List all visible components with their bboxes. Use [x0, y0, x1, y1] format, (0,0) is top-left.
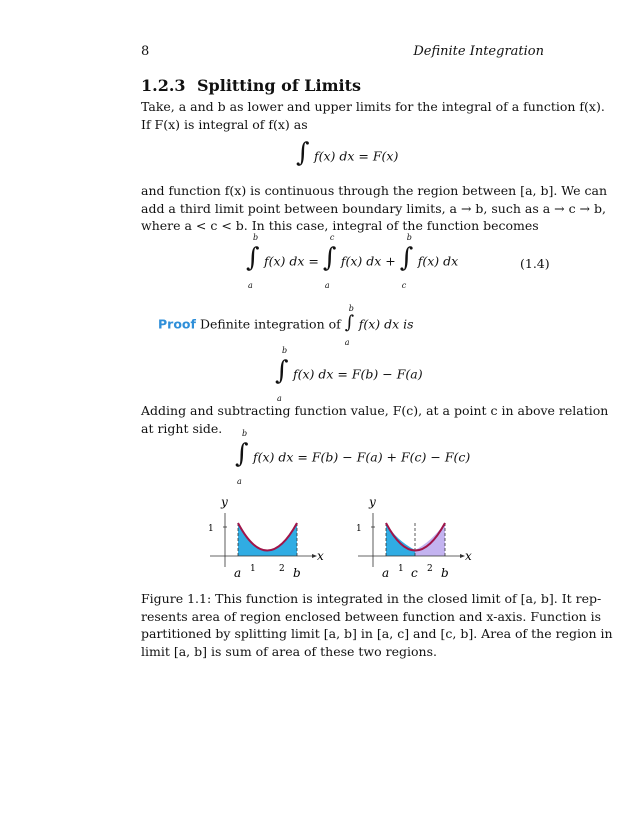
add-subtract-paragraph [141, 402, 609, 437]
limit-label-a: a [382, 566, 390, 580]
integral-sign: ∫ b a [344, 304, 355, 347]
page-number: 8 [141, 44, 150, 59]
proof-label: Proof [158, 316, 196, 332]
paragraph-line: where a < c < b. In this case, integral of the function becomes [141, 218, 539, 233]
paragraph-line: If F(x) is integral of f(x) as [141, 116, 308, 132]
equation-body: f(x) dx = F(b) − F(a) + F(c) − F(c) [252, 449, 471, 465]
paragraph-line: and function f(x) is continuous through the region between [a, b]. We can [141, 183, 607, 198]
integral-sign: ∫ b a [246, 233, 260, 290]
page-header [141, 44, 544, 62]
section-heading [141, 76, 361, 95]
continuity-paragraph [141, 182, 607, 235]
integral-sign: ∫ b c [399, 233, 414, 290]
area-region-c-b [415, 523, 445, 556]
plot-split-interval [356, 495, 472, 580]
paragraph-line: add a third limit point between boundary limits, a → b, such as a → c → b, [141, 200, 606, 216]
limit-label-b: b [441, 566, 449, 580]
equation-term: f(x) dx [417, 253, 459, 269]
caption-line: resents area of region enclosed between function and x-axis. Function is [141, 608, 602, 624]
caption-line: partitioned by splitting limit [a, b] in [a, c] and [c, b]. Area of the region in [141, 626, 613, 641]
equation-indefinite-integral [296, 138, 399, 172]
section-number: 1.2.3 [141, 76, 186, 95]
equation-split-limits [246, 233, 459, 290]
figure-caption [141, 590, 613, 660]
integral-sign: ∫ [296, 138, 310, 168]
intro-paragraph [141, 98, 605, 133]
integral-sign: ∫ c a [322, 233, 337, 290]
proof-line [158, 304, 414, 347]
y-tick-label: 1 [356, 524, 362, 534]
x-tick-label-1: 1 [250, 564, 256, 574]
x-axis-label: x [465, 549, 472, 563]
y-axis-label: y [369, 495, 376, 509]
y-axis-label: y [221, 495, 228, 509]
proof-integrand: f(x) dx is [358, 316, 414, 332]
paragraph-line: Take, a and b as lower and upper limits for the integral of a function f(x). [141, 99, 605, 114]
equation-body: f(x) dx = F(b) − F(a) [292, 366, 423, 382]
equation-body: f(x) dx = F(x) [313, 148, 399, 164]
integral-sign: ∫ b a [235, 429, 249, 486]
proof-text: Definite integration of [199, 316, 341, 332]
plot-full-interval [208, 495, 324, 580]
x-tick-label-1: 1 [398, 564, 404, 574]
equation-add-subtract [235, 429, 471, 486]
caption-line: limit [a, b] is sum of area of these two regions. [141, 643, 437, 659]
y-tick-label: 1 [208, 524, 214, 534]
x-axis-label: x [317, 549, 324, 563]
paragraph-line: Adding and subtracting function value, F(c), at a point c in above relation [141, 403, 609, 418]
equation-number: (1.4) [520, 256, 550, 271]
limit-label-c: c [411, 566, 418, 580]
section-title: Splitting of Limits [197, 76, 362, 95]
x-tick-label-2: 2 [279, 564, 285, 574]
x-tick-label-2: 2 [427, 564, 433, 574]
integral-sign: ∫ b a [275, 346, 289, 403]
area-region-a-c [386, 523, 415, 556]
equation-term: f(x) dx = [263, 253, 319, 269]
figure-plots [195, 493, 495, 588]
limit-label-b: b [293, 566, 301, 580]
equation-term: f(x) dx + [340, 253, 396, 269]
limit-label-a: a [234, 566, 242, 580]
equation-fundamental-theorem [275, 346, 423, 403]
running-title: Definite Integration [413, 44, 544, 59]
paragraph-line: at right side. [141, 420, 223, 436]
caption-line: Figure 1.1: This function is integrated in the closed limit of [a, b]. It rep- [141, 591, 602, 606]
